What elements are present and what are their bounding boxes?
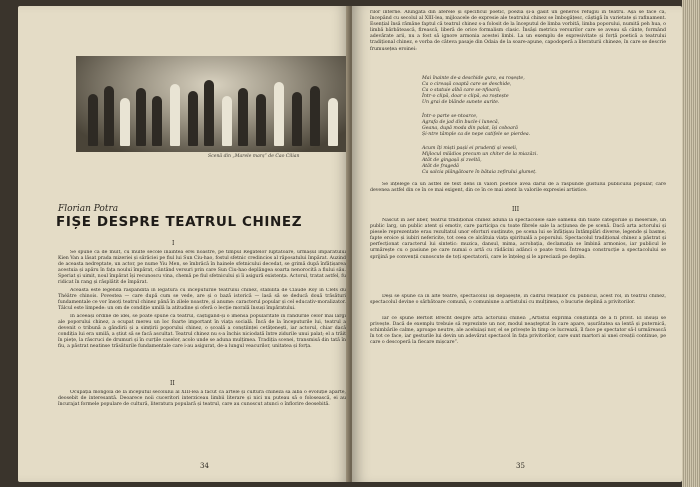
section-heading: III xyxy=(512,206,520,213)
verse-line: Și-ntre tâmple ca de nepe catifele se pierdea. xyxy=(422,132,531,138)
paragraph: Ocupația mongolă de la începutul secolului al XIII-lea a făcut ca artele și cultura chineză să aibă o evoluție aparte, deosebit de interesantă. Deoarece noii cuceritori interziceau limbii literare și nici nu puteau să o folosească, ei au încurajat formele populare de cultură, literatura populară și teatrul, care au cunoscut atunci o înflorire deosebită. xyxy=(58,390,346,408)
verse-line: Un grai de blânde sunete aurite. xyxy=(422,100,500,106)
verse-stanza xyxy=(422,76,525,106)
verse-line: Atât de fragedă xyxy=(422,164,459,170)
verse-line: Ca salcia plângătoare în bătaia zefirului glumeț. xyxy=(422,170,537,176)
author-name: Florian Potra xyxy=(58,204,119,214)
paragraph: Se înțelege că un astfel de text dens în valori poetice avea darul de a răspunde gustului publicului popular, care devenea astfel din ce în ce mai exigent, din ce în ce mai atent la valorile expresiei artistice. xyxy=(370,182,666,194)
page-edges xyxy=(682,0,700,487)
paragraph: rilor interne. Alungată din aferele și specificul poetic, poezia și-a găsit un generos refugiu în teatru. Așa se face că, începând cu secolul al XIII-lea, mijloacele de expresie ale teatrului chinez se îmbogățesc, câștigă în varietate și rafinament. Esențial însă rămâne faptul că teatrul chinez s-a folosit de la începutul de limba vorbită, limba poporului, numită peh hua, o limbă bărbătească, firească, liberă de orice formalism clasic. Însăși metrica versurilor care se aveau să cânte, formând adevărate arii, nu a fost să ignore armonia acestei limbi. La un exemplu de expresivitate și forță poetică a teatrului tradițional chinez, e vorba de câteva pasaje din Odaia de la soare-apune, capodoperă a literaturii chineze, în care se descrie frumusețea eroinei: xyxy=(370,10,666,52)
article-title: FIȘE DESPRE TEATRUL CHINEZ xyxy=(56,214,303,230)
verse-stanza xyxy=(422,114,530,138)
verse-stanza xyxy=(422,146,538,176)
verse-line: Ca o statuie albă care se-nfioară; xyxy=(422,88,501,94)
paragraph: În aceeași ordine de idei, se poate spune că teatrul, câștigând-și o imensă popularitate în rândurile celor mai largi ale poporului chinez, a ocupat mereu un loc foarte important în viața socială. Încă de la începuturile lui, teatrul a devenit o tribună a gândirii și a simțirii poporului chinez, o școală a conștiinței cetățenești, iar actorul, chiar dacă condiția lui era umilă, a știut să se facă ascultat. Teatrul chinez nu s-a închis niciodată între zidurile unui palat; el a trăit în piețe, la răscruci de drumuri și în curțile caselor, acolo unde se aduna mulțimea. Tradiția scenei, transmisă din tată în fiu, a păstrat neatinse trăsăturile fundamentale care i-au asigurat, de-a lungul veacurilor, unitatea și forța. xyxy=(58,314,346,350)
verse-line: Atât de gingașă și zveltă, xyxy=(422,158,482,164)
section-heading: I xyxy=(172,240,175,247)
page-number: 35 xyxy=(516,462,525,470)
right-page xyxy=(352,6,682,482)
left-page xyxy=(18,6,350,482)
paragraph: Iar ce spune Bertolt Brecht despre arta actorului chinez: „Artistul exprimă conștiința de a fi privit. El însuși se privește. Dacă de exemplu trebuie să reprezinte un nor, modul neașteptat în care apare, ușurătatea sa lentă și puternică, schimbările calme, aproape neutre, ale aceluiași nor, el se privește în timp ce lucrează, îl face pe spectator să-l urmărească în tot ce face, iar gesturile lui devin un adevărat spectacol în fața privitorilor, care sunt martori ai unei creații continue, pe care o descoperă la fiecare mișcare”. xyxy=(370,316,666,346)
paragraph: Născut în aer liber, teatrul tradițional chinez aduna la spectacolele sale oamenii din toate categoriile și meseriile, un public larg, un public atent și emotiv, care participa cu toate fibrele sale la acțiunea de pe scenă. Dacă arta actorului și piesele reprezentate erau rezultatul unor eforturi susținute, pe scena lui se înfățișau întâmplări diverse, legende și basme, fapte eroice și iubiri nefericite, tot ceea ce alcătuia viața spirituală a poporului. Spectacolul tradițional chinez a păstrat și perfecționat caracterul lui sintetic: muzica, dansul, mima, acrobația, declamația se îmbină armonios, iar publicul le urmărește cu o pasiune pe care numai o artă cu rădăcini adânci o poate trezi. Întreaga construcție a spectacolului se sprijină pe convenții cunoscute de toți spectatorii, care le înțeleg și le apreciază pe deplin. xyxy=(370,218,666,260)
verse-line: Într-o clipă, doar o clipă, ea roștește xyxy=(422,94,509,100)
paragraph: Se spune că de mult, cu multe secole înaintea erei noastre, pe timpul Regatelor luptătoare, urmașul împăratului Kien Van a lăsat prada mizeriei și sărăciei pe fiul lui Sun Ciu-hao, fostul sfetnic credincios al răposatului împărat. Auzind de aceasta nedreptate, un actor, pe nume Yiu Men, se îmbrăcă în hainele sfetnicului decedat, se grimă după înfățișarea acestuia și apăru în fața noului împărat, cântând versuri prin care Sun Ciu-hao deplângea soarta nenorocită a fiului său. Speriat și uimit, noul împărat își recunoscu vina, chemă pe fiul sfetnicului și îi asigură existența. Actorul, tratat astfel, fu ridicat în rang și răsplătit de împărat. xyxy=(58,250,346,286)
page-number: 34 xyxy=(200,462,209,470)
verse-line: Mai înainte de-a deschide gura, ea roșește, xyxy=(422,76,525,81)
verse-line: Geana, după moda din palat, își coboară xyxy=(422,126,518,132)
photo-caption: Scenă din „Marele marș” de Cao Cilian xyxy=(208,154,300,159)
section-heading: II xyxy=(170,380,175,387)
paragraph: Aceasta este legenda răspândită în legătură cu începuturile teatrului chinez, stabilită de Claude Roy în Clefs du Théâtre chinois. Povestea — care după cum se vede, are și o bază istorică — lasă să se deducă două trăsături fundamentale ce vor însoți teatrul chinez până în zilele noastre, și anume: caracterul popular și cel educativ-moralizator. Tâlcul este limpede: un om de condiție umilă la atitudine și oferă o lecție morală însuși împăratului. xyxy=(58,288,346,312)
verse-line: Mijlocul mlădios precum un chiter de la miazăzi. xyxy=(422,152,538,158)
verse-line: Ca o cireașă coaptă care se deschide, xyxy=(422,82,512,88)
verse-line: Agrafa de jad din bucle-i lunecă, xyxy=(422,120,500,126)
verse-line: Acum îți miști pașii ei prudenți și veseli, xyxy=(422,146,518,151)
theatre-photo xyxy=(76,56,348,152)
paragraph: Deși se spune că în alte teatre, spectacolul își depășește, în cadrul relațiilor cu publicul, acest rol, în teatrul chinez, spectacolul devine o sărbătoare comună, o comuniune a artistului cu mulțimea, o bucurie deplină a privitorilor. xyxy=(370,294,666,306)
verse-line: Într-o parte se-ntoarce, xyxy=(422,114,478,119)
